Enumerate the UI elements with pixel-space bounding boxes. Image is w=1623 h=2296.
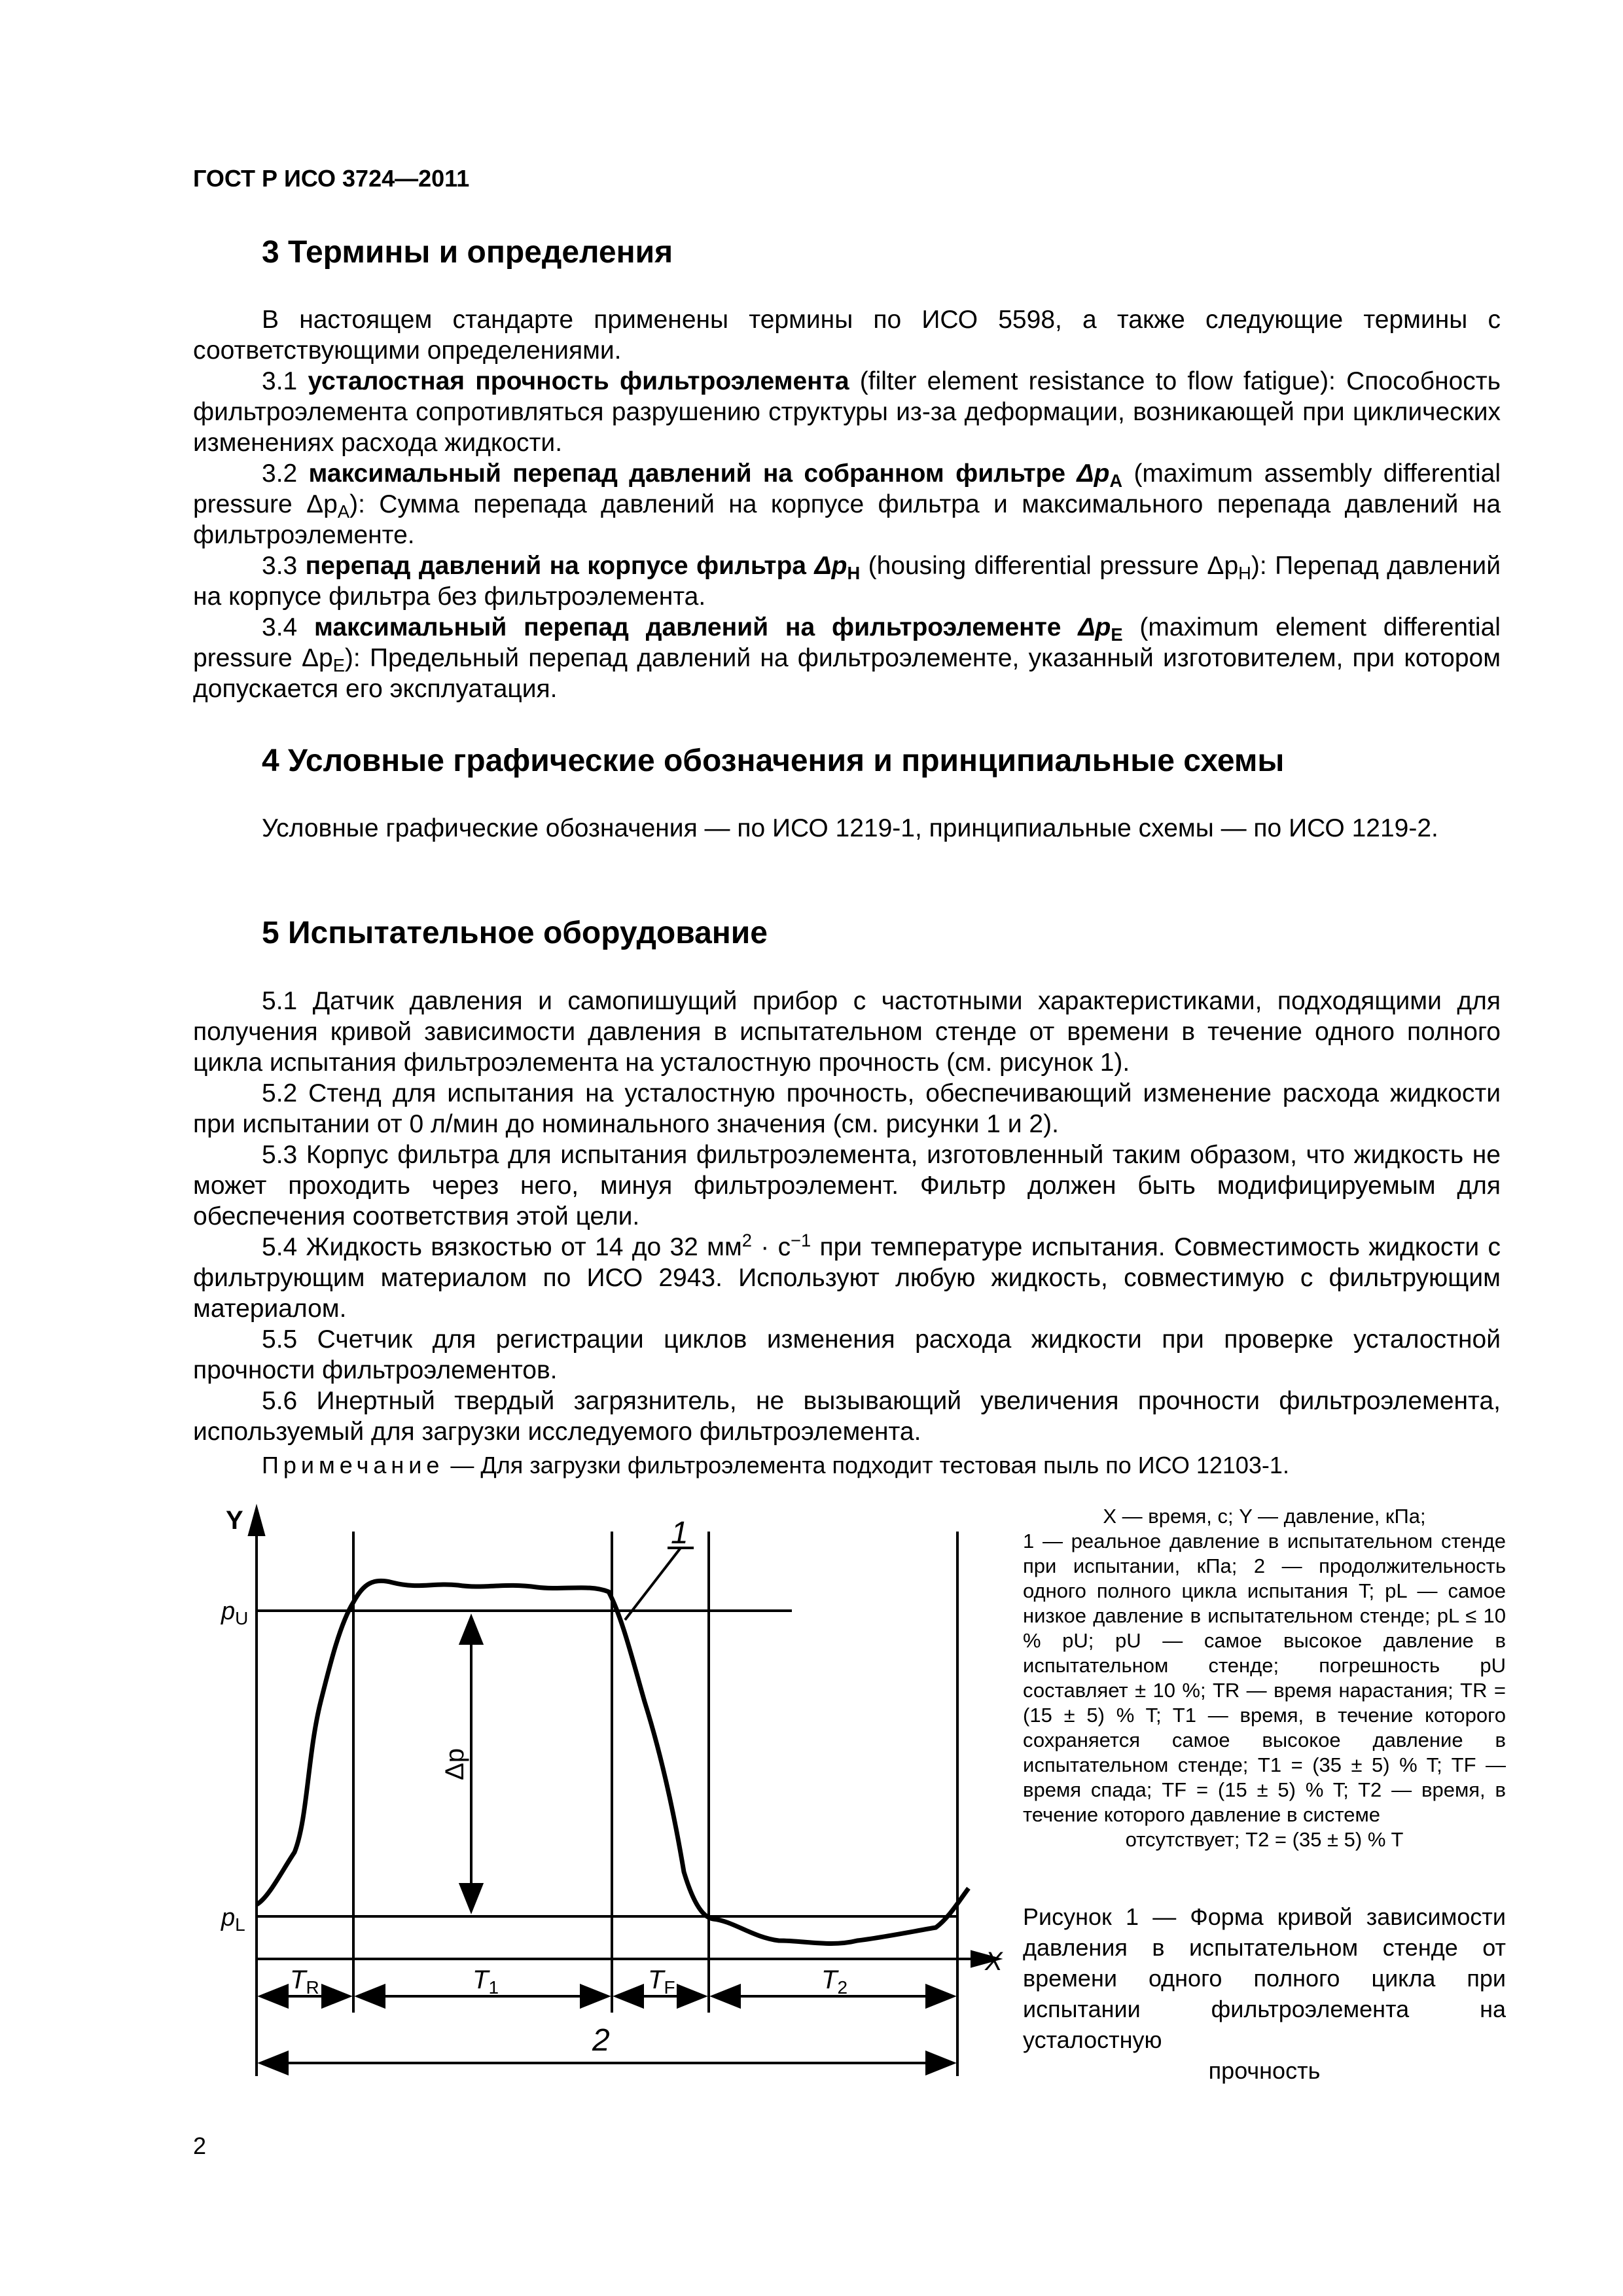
t1-label: $T_1$ (473, 1965, 499, 1998)
callout-1: 1 (671, 1516, 688, 1551)
t2-label: $T_2$ (821, 1965, 848, 1998)
term-3-2-symbol-sub: A (1109, 471, 1123, 492)
figure-caption-text: Рисунок 1 — Форма кривой зависимости давления в испытательном стенде от времени одного полного цикла при испытании фильтроэлемента на усталостную (1023, 1903, 1506, 2053)
term-3-3-name: перепад давлений на корпусе фильтра (305, 552, 807, 580)
item-5-4-part-a: 5.4 Жидкость вязкостью от 14 до 32 мм (262, 1233, 742, 1261)
item-5-2: 5.2 Стенд для испытания на усталостную прочность, обеспечивающий изменение расхода жидкости при испытании от 0 л/мин до номинального значения (см. рисунки 1 и 2). (193, 1079, 1501, 1138)
section-4-text: Условные графические обозначения — по ИСО 1219-1, принципиальные схемы — по ИСО 1219-2. (262, 814, 1438, 842)
term-3-4-symbol: Δp (1078, 613, 1111, 641)
figure-legend (1023, 1504, 1506, 1852)
term-3-4-english: (maximum element differential pressure Δp (193, 613, 1501, 672)
term-3-3-definition: ): Перепад давлений на корпусе фильтра без фильтроэлемента. (193, 552, 1501, 611)
term-3-3-number: 3.3 (262, 552, 298, 580)
tf-label: $T_F$ (648, 1965, 675, 1998)
callout-2: 2 (592, 2023, 610, 2058)
term-3-1-number: 3.1 (262, 367, 298, 395)
x-axis-label: X (985, 1947, 1003, 1976)
pl-label: $p_L$ (221, 1904, 245, 1935)
item-5-6: 5.6 Инертный твердый загрязнитель, не вызывающий увеличения прочности фильтроэлемента, используемый для загрузки исследуемого фильтроэлемента. (193, 1387, 1501, 1446)
section-5-title: 5 Испытательное оборудование (262, 916, 768, 950)
term-3-3-english: (housing differential pressure Δp (868, 552, 1239, 580)
document-header: ГОСТ Р ИСО 3724—2011 (193, 165, 470, 192)
section-3-title: 3 Термины и определения (262, 235, 673, 270)
term-3-2-definition: ): Сумма перепада давлений на корпусе фильтра и максимального перепада давлений на фильтроэлементе. (193, 490, 1501, 549)
item-5-3: 5.3 Корпус фильтра для испытания фильтроэлемента, изготовленный таким образом, что жидкость не может проходить через него, минуя фильтроэлемент. Фильтр должен быть модифицируемым для обеспечения соответствия этой цели. (193, 1141, 1501, 1230)
term-3-2-number: 3.2 (262, 459, 298, 488)
section-3-intro: В настоящем стандарте применены термины по ИСО 5598, а также следующие термины с соответствующими определениями. (193, 306, 1501, 365)
note-label: Примечание (262, 1452, 444, 1479)
term-3-4-definition: ): Предельный перепад давлений на фильтроэлементе, указанный изготовителем, при котором допускается его эксплуатация. (193, 644, 1501, 703)
note-text: — Для загрузки фильтроэлемента подходит тестовая пыль по ИСО 12103-1. (444, 1452, 1289, 1479)
y-axis-arrow (249, 1509, 264, 1535)
pu-label: $p_U$ (221, 1598, 249, 1628)
term-3-4-symbol-sub: E (1111, 624, 1123, 645)
term-3-3: 3.3 перепад давлений на корпусе фильтра $\Delta p_H$ (housing differential pressure $\Delta p_H$): Перепад давлений на корпусе фильтра без фильтроэлемента. (193, 552, 1501, 611)
section-4-title: 4 Условные графические обозначения и принципиальные схемы (262, 744, 1285, 778)
page-number: 2 (193, 2132, 207, 2159)
legend-body: 1 — реальное давление в испытательном стенде при испытании, кПа; 2 — продолжительность одного полного цикла испытания T; pL — самое низкое давление в испытательном стенде; pL ≤ 10 % pU; pU — самое высокое давление в испытательном стенде; погрешность pU составляет ± 10 %; TR — время нарастания; TR = (15 ± 5) % T; T1 — время, в течение которого сохраняется самое высокое давление в испытательном стенде; T1 = (35 ± 5) % T; TF — время спада; TF = (15 ± 5) % T; T2 — время, в течение которого давление в системе (1023, 1530, 1506, 1826)
item-5-1: 5.1 Датчик давления и самопишущий прибор с частотными характеристиками, подходящими для получения кривой зависимости давления в испытательном стенде от времени в течение одного полного цикла испытания фильтроэлемента на усталостную прочность (см. рисунок 1). (193, 987, 1501, 1077)
item-5-4-part-c: при температуре испытания. Совместимость жидкости с фильтрующим материалом по ИСО 2943. Используют любую жидкость, совместимую с фильтрующим материалом. (193, 1233, 1501, 1323)
item-5-4-sup-1: 2 (741, 1230, 752, 1251)
term-3-1-name: усталостная прочность фильтроэлемента (308, 367, 849, 395)
figure-caption (1023, 1901, 1506, 2086)
callout-1-leader (625, 1548, 681, 1620)
tr-label: $T_R$ (290, 1965, 319, 1998)
y-axis-label: Y (226, 1506, 243, 1535)
term-3-4-number: 3.4 (262, 613, 298, 641)
term-3-4: 3.4 максимальный перепад давлений на фильтроэлементе $\Delta p_E$ (maximum element differential pressure $\Delta p_E$): Предельный перепад давлений на фильтроэлементе, указанный изготовителем, при котором допускается его эксплуатация. (193, 613, 1501, 703)
legend-axes: X — время, с; Y — давление, кПа; (1103, 1505, 1426, 1528)
term-3-2-english: (maximum assembly differential pressure Δp (193, 459, 1501, 518)
item-5-4-part-b: · с (751, 1233, 791, 1261)
term-3-2-symbol: Δp (1077, 459, 1110, 488)
term-3-1-definition: (filter element resistance to flow fatigue): Способность фильтроэлемента сопротивляться разрушению структуры из-за деформации, возникающей при циклических изменениях расхода жидкости. (193, 367, 1501, 457)
term-3-3-symbol-sub: H (847, 563, 861, 584)
figure-caption-end: прочность (1208, 2057, 1321, 2084)
legend-end: отсутствует; T2 = (35 ± 5) % T (1125, 1828, 1404, 1851)
item-5-4-sup-2: −1 (791, 1230, 812, 1251)
delta-p-label: Δp (440, 1748, 469, 1780)
term-3-2-name: максимальный перепад давлений на собранном фильтре (308, 459, 1066, 488)
term-3-4-name: максимальный перепад давлений на фильтроэлементе (314, 613, 1061, 641)
term-3-2: 3.2 максимальный перепад давлений на собранном фильтре $\Delta p_A$ (maximum assembly differential pressure $\Delta p_A$): Сумма перепада давлений на корпусе фильтра и максимального перепада давлений на фильтроэлементе. (193, 459, 1501, 549)
term-3-3-symbol: Δp (814, 552, 847, 580)
item-5-5: 5.5 Счетчик для регистрации циклов изменения расхода жидкости при проверке усталостной прочности фильтроэлементов. (193, 1325, 1501, 1384)
